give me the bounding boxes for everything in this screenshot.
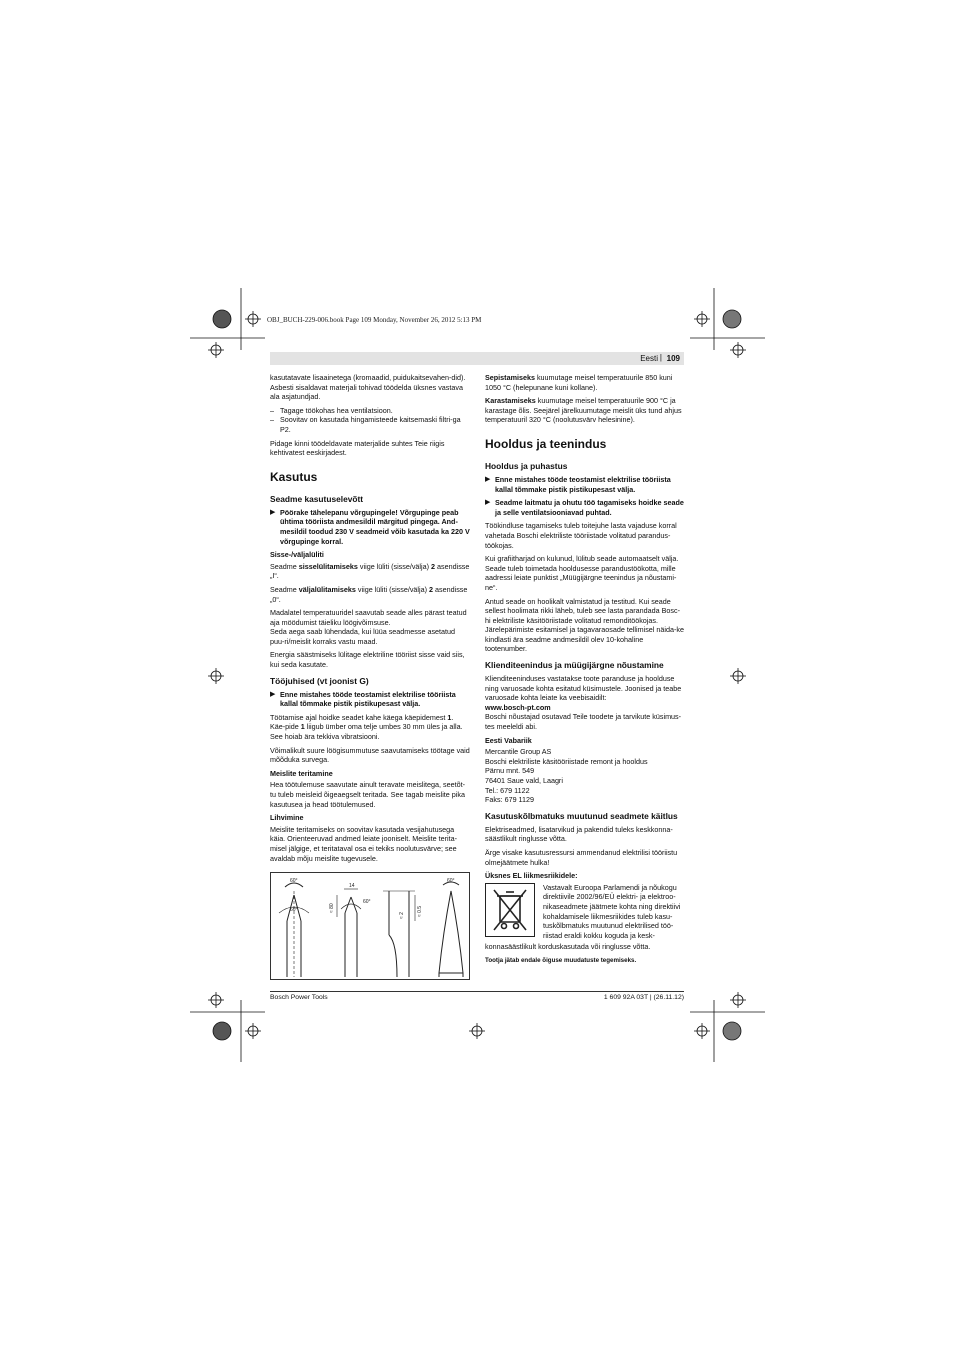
header-separator: | xyxy=(659,353,662,362)
registration-target-icon xyxy=(213,1022,231,1040)
subheading-startup: Seadme kasutuselevõtt xyxy=(270,493,364,504)
handle-paragraph: Töötamise ajal hoidke seadet kahe käega käepidemest 1. Käe-pide 1 liigub ümber oma telje umbes 30 mm üles ja alla. See hoiab ära tekkiva vibratsiooni. xyxy=(270,712,463,742)
customer-service-paragraph: Klienditeeninduses vastatakse toote paranduse ja hoolduse ning varuosade kohta esitatud küsimustele. Joonised ja teabe varuosade kohta leiate ka veebisaidilt: xyxy=(485,674,682,703)
warning-plug: ▶ Enne mistahes tööde teostamist elektrilise tööriista kallal tõmmake pistik pistikupesast välja. xyxy=(270,689,456,709)
print-header: OBJ_BUCH-229-006.book Page 109 Monday, November 26, 2012 5:13 PM xyxy=(267,316,482,324)
arrow-icon: ▶ xyxy=(485,475,491,483)
footer-brand: Bosch Power Tools xyxy=(270,994,328,1001)
angle-label-1: 60° xyxy=(290,878,298,884)
regulations-paragraph: Pidage kinni töödeldavate materjalide suhtes Teie riigis kehtivatest eeskirjadest. xyxy=(270,438,445,458)
eu-heading: Üksnes EL liikmesriikidele: xyxy=(485,871,578,881)
dimension-label-2: ≈ 2 xyxy=(399,912,405,919)
address-line: Boschi elektriliste käsitööriistade remont ja hooldus xyxy=(485,756,648,766)
warning-plug-2: ▶ Enne mistahes tööde teostamist elektrilise tööriista kallal tõmmake pistik pistikupesast välja. xyxy=(485,474,671,494)
grinding-paragraph: Meislite teritamiseks on soovitav kasutada vesijahutusega käia. Orienteeruvad andmed leiate jooniselt. Meislite terita-misel jälgige, et teritataval osa ei tekiks noolutusvärve; see avaldab mõju meislite tugevusele. xyxy=(270,824,457,863)
subheading-customer-service: Klienditeenindus ja müügijärgne nõustamine xyxy=(485,660,664,671)
arrow-icon: ▶ xyxy=(485,499,491,507)
dimension-label-3: ≈ 0.5 xyxy=(417,905,423,917)
dimension-label-1: ≈ 80 xyxy=(329,903,335,913)
disposal-paragraph-2: Ärge visake kasutusressursi ammendanud elektrilisi tööriistu olmejäätmete hulka! xyxy=(485,847,678,867)
eu-text: Vastavalt Euroopa Parlamendi ja nõukogu direktiivile 2002/96/EÜ elektri- ja elektroo-nikaseadmete jäätmete kohta ning direktiivi kohaldamisele liikmesriikides tuleb kasu-tuskõlbmatuks muutunud elektrilised töö-riistad eraldi kokku koguda ja kesk- xyxy=(543,882,681,940)
order-paragraph: Järelepärimiste esitamisel ja tagavaraosade tellimisel näida-ke kindlasti ära seadme andmesildil olev 10-kohaline tootenumber. xyxy=(485,625,684,654)
subheading-work-tips: Tööjuhised (vt joonist G) xyxy=(270,675,369,686)
page-number: 109 xyxy=(666,354,680,363)
rights-reserved: Tootja jätab endale õiguse muudatuste tegemiseks. xyxy=(485,956,637,964)
bullet-mask: – Soovitav on kasutada hingamisteede kaitsemaski filtri-ga P2. xyxy=(270,415,461,434)
section-heading-service: Hooldus ja teenindus xyxy=(485,436,607,451)
switch-on-paragraph: Seadme sisselülitamiseks viige lüliti (sisse/välja) 2 asendisse „I“. xyxy=(270,561,470,581)
subheading-switch: Sisse-/väljalüliti xyxy=(270,550,324,560)
subheading-sharpening: Meislite teritamine xyxy=(270,768,333,778)
section-heading-kasutus: Kasutus xyxy=(270,469,318,484)
brushes-paragraph: Kui grafiitharjad on kulunud, lülitub seade automaatselt välja. Seade tuleb toimetada hooldusesse parandustöökotta, mille aadressi leiate punktist „Müügijärgne teenindus ja nõustami-ne“. xyxy=(485,554,679,592)
energy-paragraph: Energia säästmiseks lülitage elektriline tööriist sisse vaid siis, kui seda kasutate. xyxy=(270,650,465,670)
arrow-icon: ▶ xyxy=(270,690,276,698)
subheading-grinding: Lihvimine xyxy=(270,813,304,823)
cord-paragraph: Töökindluse tagamiseks tuleb toitejuhe lasta vajaduse korral vahetada Boschi elektriliste tööriistade volitatud parandus-töökojas. xyxy=(485,521,677,550)
advisors-paragraph: Boschi nõustajad osutavad Teile toodete ja tarvikute küsimus-tes meeleldi abi. xyxy=(485,712,682,732)
hardening-paragraph: Karastamiseks kuumutage meisel temperatuurile 900 °C ja karastage õlis. Seejärel järelkuumutage meislit üks tund ahjus temperatuuril 320 °C (noolutusvärv helesinine). xyxy=(485,396,682,425)
sharpening-paragraph: Hea töötulemuse saavutate ainult teravate meislitega, seetõt-tu tuleb meisleid õigeaegselt teritada. See tagab meislite pika kasutusea ja head töötulemused. xyxy=(270,780,465,809)
bullet-ventilation: – Tagage töökohas hea ventilatsioon. xyxy=(270,405,393,415)
pressure-paragraph: Võimalikult suure löögisummutuse saavutamiseks töötage vaid mõõduka survega. xyxy=(270,745,470,765)
warning-voltage: ▶ Pöörake tähelepanu võrgupingele! Võrgupinge peab ühtima tööriista andmesildil märgitud pingega. And-mesildil toodud 230 V seadmeid võib kasutada ka 220 V võrgupinge korral. xyxy=(270,507,470,546)
temperature-paragraph: Madalatel temperatuuridel saavutab seade alles pärast teatud aja möödumist täieliku löögivõimsuse. xyxy=(270,608,467,627)
phone-line: Tel.: 679 1122 xyxy=(485,785,530,795)
fault-paragraph: Antud seade on hoolikalt valmistatud ja testitud. Kui seade sellest hoolimata rikki läheb, tuleb see lasta parandada Bosc-hi elektriliste käsitööriistade volitatud remonditöökojas. xyxy=(485,596,680,625)
registration-target-icon xyxy=(723,310,741,328)
fax-line: Faks: 679 1129 xyxy=(485,795,535,805)
arrow-icon: ▶ xyxy=(270,508,276,516)
forging-paragraph: Sepistamiseks kuumutage meisel temperatuurile 850 kuni 1050 °C (helepunane kuni kollane). xyxy=(485,373,673,392)
subheading-maintenance: Hooldus ja puhastus xyxy=(485,460,568,471)
angle-label-1b: 60° xyxy=(290,907,298,913)
angle-label-4: 60° xyxy=(447,878,455,884)
address-line: 76401 Saue vald, Laagri xyxy=(485,776,563,785)
website-link[interactable]: www.bosch-pt.com xyxy=(485,702,551,712)
registration-target-icon xyxy=(723,1022,741,1040)
subheading-disposal: Kasutuskõlbmatuks muutunud seadmete käitlus xyxy=(485,810,678,821)
eu-text-end: konnasäästlikult korduskasutada või ringlusse võtta. xyxy=(485,942,651,952)
warning-clean: ▶ Seadme laitmatu ja ohutu töö tagamiseks hoidke seade ja selle ventilatsiooniavad puhtad. xyxy=(485,498,684,517)
switch-off-paragraph: Seadme väljalülitamiseks viige lüliti (sisse/välja) 2 asendisse „0“. xyxy=(270,584,468,604)
footer-code: 1 609 92A 03T | (26.11.12) xyxy=(603,994,684,1001)
country-heading: Eesti Vabariik xyxy=(485,735,532,745)
intro-paragraph: kasutatavate lisaainetega (kromaadid, puidukaitsevahen-did). Asbesti sisaldavat materjali tohivad töödelda üksnes vastava ala asjatundjad. xyxy=(270,373,466,402)
width-label: 14 xyxy=(349,883,355,889)
angle-label-2: 60° xyxy=(363,899,371,905)
language-label: Eesti xyxy=(640,354,658,363)
address-line: Mercantile Group AS xyxy=(485,747,552,757)
disposal-paragraph-1: Elektriseadmed, lisatarvikud ja pakendid tuleks keskkonna-säästlikult ringlusse võtta. xyxy=(485,824,673,844)
registration-target-icon xyxy=(213,310,231,328)
shorten-paragraph: Seda aega saab lühendada, kui lüüa seadmesse asetatud puu-ri/meislit korraks vastu maad. xyxy=(270,627,456,646)
address-line: Pärnu mnt. 549 xyxy=(485,766,535,776)
